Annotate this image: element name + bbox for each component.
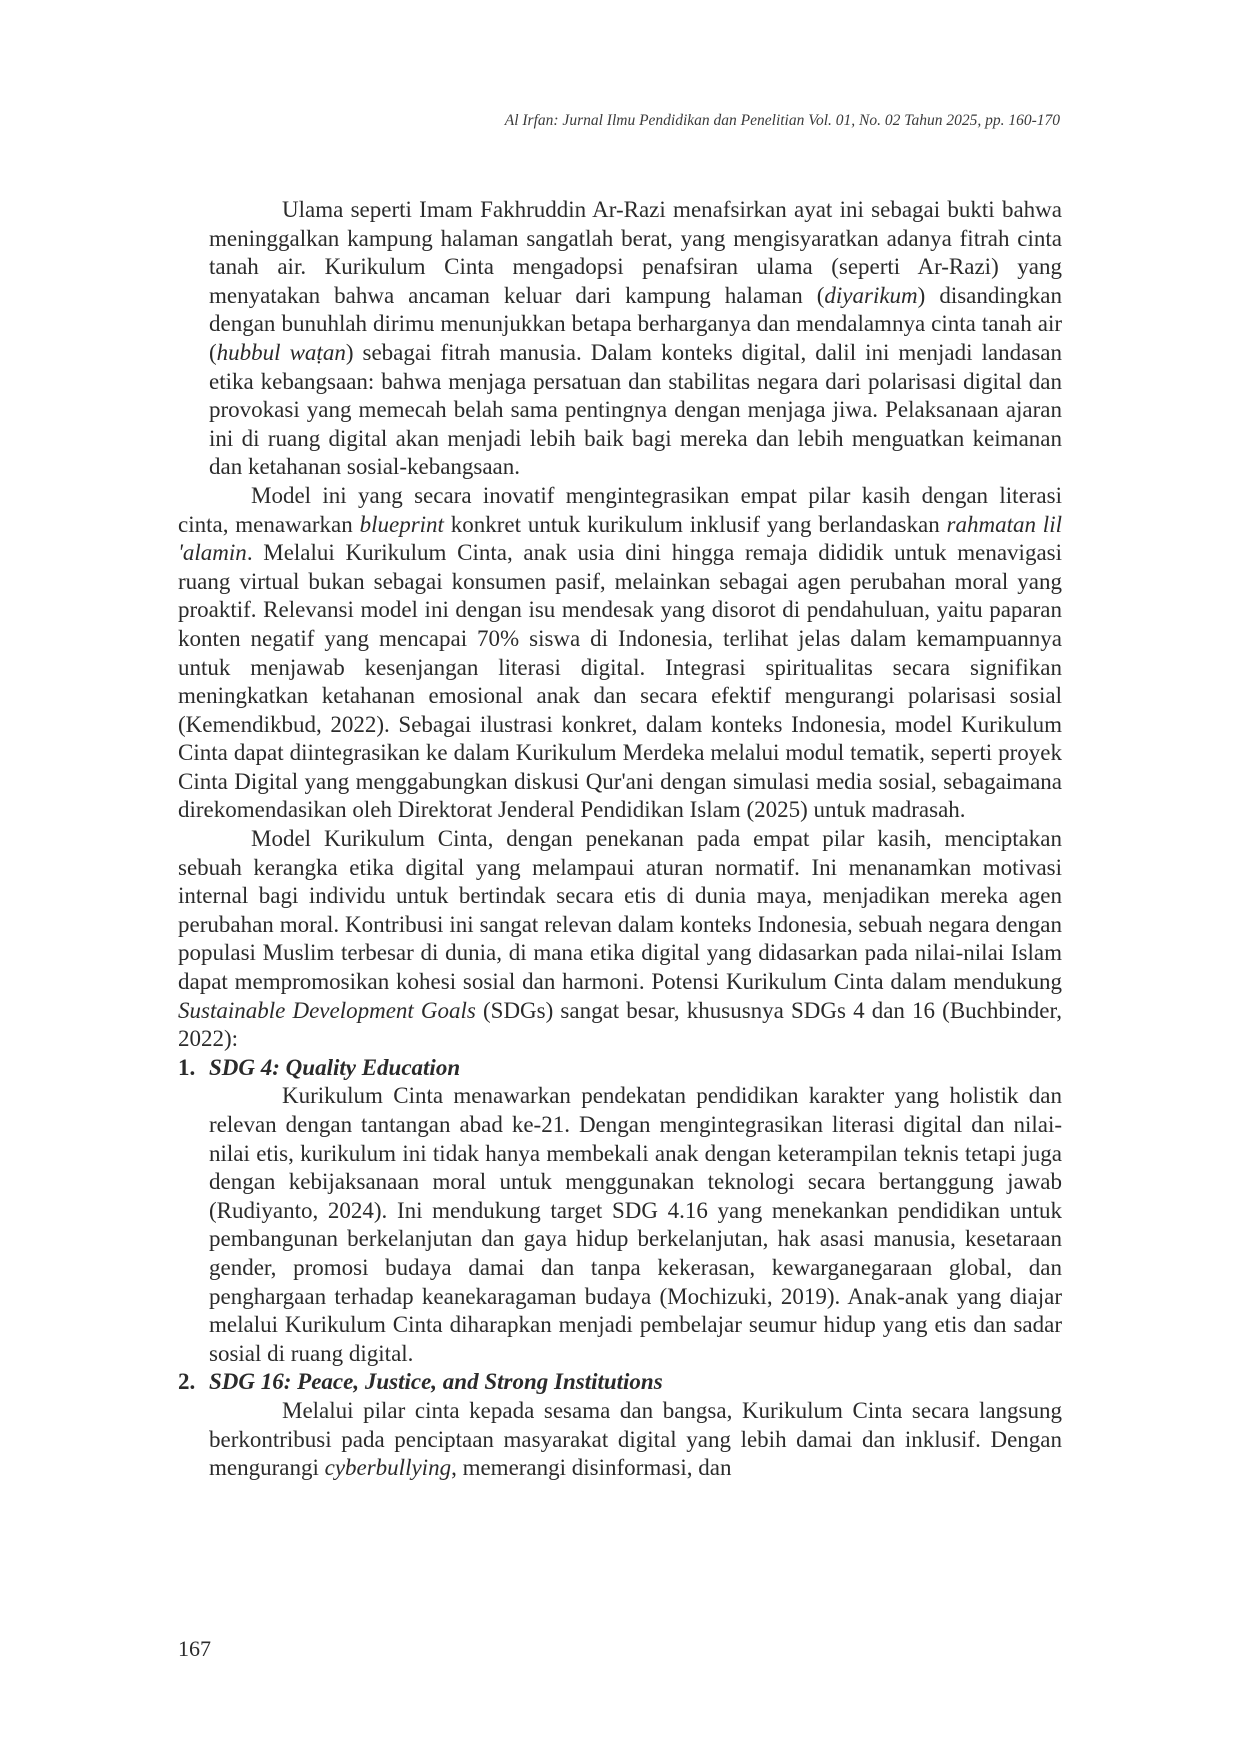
italic-term: Sustainable Development Goals: [178, 997, 476, 1023]
list-title: SDG 16: Peace, Justice, and Strong Institutions: [209, 1369, 663, 1395]
italic-term: blueprint: [359, 511, 444, 537]
paragraph: Ulama seperti Imam Fakhruddin Ar-Razi menafsirkan ayat ini sebagai bukti bahwa meninggalkan kampung halaman sangatlah berat, yang mengisyaratkan adanya fitrah cinta tanah air. Kurikulum Cinta mengadopsi penafsiran ulama (seperti Ar-Razi) yang menyatakan bahwa ancaman keluar dari kampung halaman (diyarikum) disandingkan dengan bunuhlah dirimu menunjukkan betapa berharganya dan mendalamnya cinta tanah air (hubbul waṭan) sebagai fitrah manusia. Dalam konteks digital, dalil ini menjadi landasan etika kebangsaan: bahwa menjaga persatuan dan stabilitas negara dari polarisasi digital dan provokasi yang memecah belah sama pentingnya dengan menjaga jiwa. Pelaksanaan ajaran ini di ruang digital akan menjadi lebih baik bagi mereka dan lebih menguatkan keimanan dan ketahanan sosial-kebangsaan.: [209, 197, 1063, 480]
paragraph: Model ini yang secara inovatif mengintegrasikan empat pilar kasih dengan literasi cinta, menawarkan blueprint konkret untuk kurikulum inklusif yang berlandaskan rahmatan lil 'alamin. Melalui Kurikulum Cinta, anak usia dini hingga remaja dididik untuk menavigasi ruang virtual bukan sebagai konsumen pasif, melainkan sebagai agen perubahan moral yang proaktif. Relevansi model ini dengan isu mendesak yang disorot di pendahuluan, yaitu paparan konten negatif yang mencapai 70% siswa di Indonesia, terlihat jelas dalam kemampuannya untuk menjawab kesenjangan literasi digital. Integrasi spiritualitas secara signifikan meningkatkan ketahanan emosional anak dan secara efektif mengurangi polarisasi sosial (Kemendikbud, 2022). Sebagai ilustrasi konkret, dalam konteks Indonesia, model Kurikulum Cinta dapat diintegrasikan ke dalam Kurikulum Merdeka melalui modul tematik, seperti proyek Cinta Digital yang menggabungkan diskusi Qur'ani dengan simulasi media sosial, sebagaimana direkomendasikan oleh Direktorat Jenderal Pendidikan Islam (2025) untuk madrasah.: [178, 482, 1062, 823]
italic-term: diyarikum: [824, 282, 918, 308]
list-number: 1.: [178, 1054, 196, 1080]
journal-header: Al Irfan: Jurnal Ilmu Pendidikan dan Penelitian Vol. 01, No. 02 Tahun 2025, pp. 160-170: [504, 112, 1060, 129]
page-number: 167: [178, 1636, 211, 1661]
list-item-heading: [178, 1368, 1062, 1397]
italic-term: rahmatan lil 'alamin: [178, 511, 1062, 566]
italic-term: hubbul waṭan: [216, 339, 346, 365]
list-title: SDG 4: Quality Education: [209, 1054, 461, 1080]
paragraph: Model Kurikulum Cinta, dengan penekanan pada empat pilar kasih, menciptakan sebuah kerangka etika digital yang melampaui aturan normatif. Ini menanamkan motivasi internal bagi individu untuk bertindak secara etis di dunia maya, menjadikan mereka agen perubahan moral. Kontribusi ini sangat relevan dalam konteks Indonesia, sebuah negara dengan populasi Muslim terbesar di dunia, di mana etika digital yang didasarkan pada nilai-nilai Islam dapat mempromosikan kohesi sosial dan harmoni. Potensi Kurikulum Cinta dalam mendukung Sustainable Development Goals (SDGs) sangat besar, khususnya SDGs 4 dan 16 (Buchbinder, 2022):: [178, 826, 1062, 1052]
italic-term: cyberbullying: [324, 1455, 452, 1481]
body-text: [178, 196, 1062, 1483]
list-number: 2.: [178, 1369, 196, 1395]
paragraph: Kurikulum Cinta menawarkan pendekatan pendidikan karakter yang holistik dan relevan dengan tantangan abad ke-21. Dengan mengintegrasikan literasi digital dan nilai-nilai etis, kurikulum ini tidak hanya membekali anak dengan keterampilan teknis tetapi juga dengan kebijaksanaan moral untuk menggunakan teknologi secara bertanggung jawab (Rudiyanto, 2024). Ini mendukung target SDG 4.16 yang menekankan pendidikan untuk pembangunan berkelanjutan dan gaya hidup berkelanjutan, hak asasi manusia, kesetaraan gender, promosi budaya damai dan tanpa kekerasan, kewarganegaraan global, dan penghargaan terhadap keanekaragaman budaya (Mochizuki, 2019). Anak-anak yang diajar melalui Kurikulum Cinta diharapkan menjadi pembelajar seumur hidup yang etis dan sadar sosial di ruang digital.: [209, 1083, 1062, 1366]
paragraph: Melalui pilar cinta kepada sesama dan bangsa, Kurikulum Cinta secara langsung berkontribusi pada penciptaan masyarakat digital yang lebih damai dan inklusif. Dengan mengurangi cyberbullying, memerangi disinformasi, dan: [209, 1397, 1062, 1481]
list-item-heading: [178, 1054, 1062, 1083]
